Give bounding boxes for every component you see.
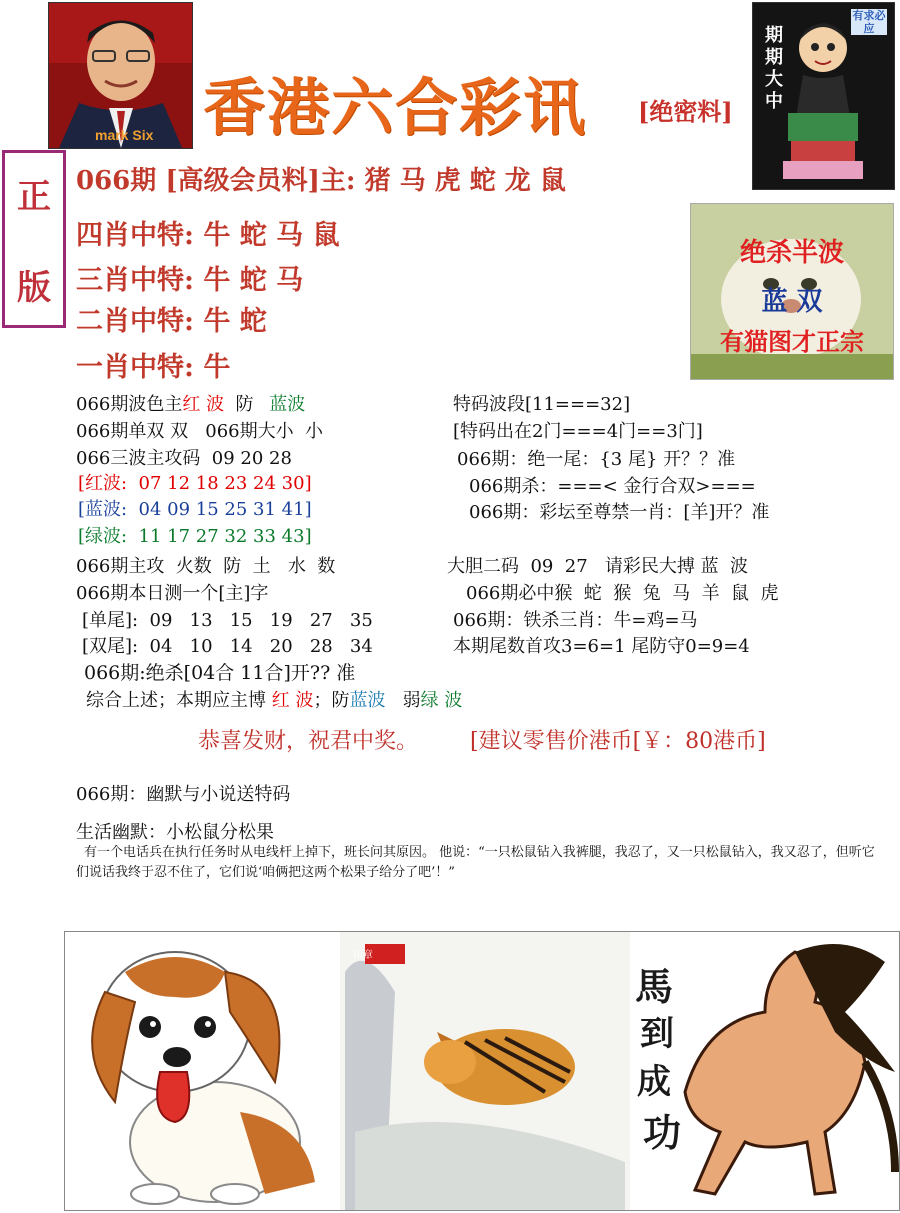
tail-attack-line: 本期尾数首攻3=6=1 尾防守0=9=4 [453, 636, 750, 657]
dog-icon [92, 952, 315, 1204]
cartoon-text-3: 大 [765, 69, 783, 90]
bold-two-line: 大胆二码 09 27 请彩民大搏 蓝 波 [447, 556, 749, 577]
summary-weak: 弱 [385, 690, 421, 711]
forbidden-line: 066期：彩坛至尊禁一肖：[羊]开？准 [469, 502, 770, 523]
four-zodiac: 四肖中特: 牛 蛇 马 鼠 [76, 220, 340, 251]
one-zodiac: 一肖中特: 牛 [76, 352, 231, 383]
summary-red: 红 波 [271, 690, 314, 711]
portrait-caption: mark Six [95, 127, 154, 143]
summary-line [86, 686, 462, 712]
price-text: [建议零售价港币[￥：80港币] [470, 729, 766, 754]
ad-line-3: 有猫图才正宗 [720, 327, 864, 356]
single-tail-line: [单尾]: 09 13 15 19 27 35 [82, 610, 373, 631]
tiger-painting-icon [340, 932, 630, 1210]
special-door: [特码出在2门===4门==3门] [453, 421, 703, 442]
cartoon-text-2: 期 [765, 47, 783, 68]
cartoon-text-1: 期 [765, 25, 783, 46]
badge-char-2: 版 [17, 268, 51, 308]
today-char-line: 066期本日测一个[主]字 [76, 583, 269, 604]
cartoon-badge: 有求必应 [852, 9, 886, 35]
badge-char-1: 正 [17, 177, 51, 217]
green-wave-numbers: [绿波: 11 17 27 32 33 43] [78, 526, 312, 547]
summary-blue: 蓝波 [349, 690, 386, 711]
single-double-line: 066期单双 双 066期大小 小 [76, 421, 324, 442]
summary-green: 绿 波 [420, 690, 463, 711]
zodiac-art-strip [64, 931, 900, 1211]
horse-text-1: 馬 [635, 964, 674, 1009]
three-zodiac: 三肖中特: 牛 蛇 马 [76, 265, 304, 296]
three-wave-line: 066三波主攻码 09 20 28 [76, 448, 292, 469]
summary-prefix: 综合上述；本期应主博 [86, 690, 272, 711]
iron-kill-line: 066期：铁杀三肖：牛=鸡=马 [453, 610, 698, 631]
wave-guard: 防 [224, 394, 260, 415]
ad-line-1: 绝杀半波 [739, 238, 844, 268]
member-line: 066期 [高级会员料]主: 猪 马 虎 蛇 龙 鼠 [76, 166, 566, 196]
two-zodiac: 二肖中特: 牛 蛇 [76, 306, 267, 337]
summary-mid: ；防 [313, 690, 350, 711]
kill-line: 066期:绝杀[04合 11合]开?? 准 [84, 662, 356, 684]
kill-combo: 066期杀：===< 金行合双>=== [469, 476, 756, 497]
main-attack-line: 066期主攻 火数 防 土 水 数 [76, 556, 336, 577]
double-tail-line: [双尾]: 04 10 14 20 28 34 [82, 636, 373, 657]
wave-guard-color: 蓝波 [269, 394, 306, 415]
humor-heading: 066期：幽默与小说送特码 [76, 784, 291, 805]
dog-tiger-horse-icon [65, 932, 899, 1210]
special-band: 特码波段[11===32] [453, 394, 631, 415]
tiger-stamp: 印章 [353, 950, 373, 961]
red-wave-numbers: [红波: 07 12 18 23 24 30] [78, 473, 312, 494]
congrats-text: 恭喜发财，祝君中奖。 [198, 729, 419, 754]
portrait-photo [48, 2, 193, 149]
half-wave-ad [690, 203, 894, 380]
humor-subheading: 生活幽默：小松鼠分松果 [76, 822, 274, 843]
wave-prefix: 066期波色主 [76, 394, 183, 415]
horse-icon [685, 944, 895, 1194]
horse-text-2: 到 [640, 1014, 674, 1054]
horse-text-4: 功 [643, 1110, 682, 1155]
must-hit-line: 066期必中猴 蛇 猴 兔 马 羊 鼠 虎 [466, 583, 779, 604]
blue-wave-numbers: [蓝波: 04 09 15 25 31 41] [78, 499, 312, 520]
authentic-badge [2, 150, 66, 328]
page-subtitle: [绝密料] [638, 97, 733, 126]
wave-main: 红 波 [182, 394, 225, 415]
horse-text-3: 成 [637, 1062, 671, 1102]
wave-color-line [76, 390, 305, 416]
cartoon-image [752, 2, 895, 190]
humor-body: 有一个电话兵在执行任务时从电线杆上掉下，班长问其原因。 他说：“一只松鼠钻入我裤腿，我忍了，又一只松鼠钻入，我又忍了，但听它们说话我终于忍不住了，它们说‘咱俩把这两个松果子给分了吧’！” [76, 845, 875, 880]
page-title: 香港六合彩讯 [203, 71, 588, 144]
cartoon-text-4: 中 [765, 91, 783, 112]
tail-line: 066期：绝一尾：{3 尾} 开？？准 [457, 449, 736, 470]
ad-line-2: 蓝 双 [761, 287, 823, 317]
